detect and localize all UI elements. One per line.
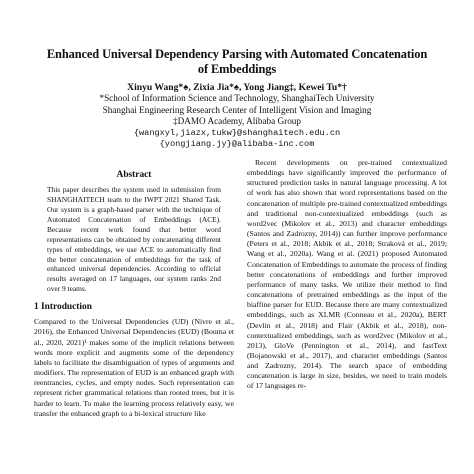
- abstract-text: This paper describes the system used in submission from SHANGHAITECH team to the IWPT 2021 Shared Task. Our system is a graph-based parser with the technique of Automated Concatenation of Embeddings (ACE). Because recent work found that better word representations can be obtained by concatenating different types of embeddings, we use ACE to automatically find the better concatenation of embeddings for the task of enhanced universal dependencies. According to official results averaged on 17 languages, our system ranks 2nd over 9 teams.: [47, 185, 221, 294]
- abstract-heading: Abstract: [116, 170, 152, 180]
- author-names: Xinyu Wang*♠, Zixia Jia*♠, Yong Jiang‡, Kewei Tu*†: [127, 82, 347, 93]
- email-1: {wangxyl,jiazx,tukw}@shanghaitech.edu.cn: [133, 127, 341, 138]
- author-block: [40, 82, 434, 150]
- affiliation-3: ‡DAMO Academy, Alibaba Group: [172, 116, 301, 127]
- intro-heading: 1 Introduction: [34, 302, 92, 313]
- title-line-1: Enhanced Universal Dependency Parsing with Automated Concatenation: [46, 47, 428, 61]
- intro-text: Compared to the Universal Dependencies (UD) (Nivre et al., 2016), the Enhanced Universal Dependencies (EUD) (Bouma et al., 2020, 2021)¹ makes some of the implicit relations between words more explicit and augments some of the dependency labels to facilitate the disambiguation of types of arguments and modifiers. The representation of EUD is an enhanced graph with reentrancies, cycles, and empty nodes. Such representation can represent richer grammatical relations than rooted trees, but it is harder to learn. To make the learning process relatively easy, we transfer the enhanced graph to a bi-lexical structure like: [34, 317, 234, 418]
- email-2: {yongjiang.jy}@alibaba-inc.com: [159, 139, 315, 150]
- title-line-2: of Embeddings: [197, 62, 277, 76]
- paper-title: [30, 47, 444, 77]
- affiliation-1: *School of Information Science and Technology, ShanghaiTech University: [99, 93, 375, 104]
- left-column: [34, 170, 234, 419]
- right-column: [247, 158, 447, 392]
- affiliation-2: Shanghai Engineering Research Center of Intelligent Vision and Imaging: [102, 104, 372, 115]
- right-paragraph: Recent developments on pre-trained contextualized embeddings have significantly improved the performance of structured prediction tasks in natural language processing. A lot of work has also shown that word representations based on the concatenation of multiple pre-trained contextualized embeddings and traditional non-contextualized embeddings (such as word2vec (Mikolov et al., 2013) and character embeddings (Santos and Zadrozny, 2014)) can further improve performance (Peters et al., 2018; Akbik et al., 2018; Straková et al., 2019; Wang et al., 2020a). Wang et al. (2021) proposed Automated Concatenation of Embeddings to automate the process of finding better concatenations of embeddings and further improved performance of many tasks. We utilize their method to find concatenations of pretrained embeddings as the input of the biaffine parser for EUD. Because there are many contextualized embeddings, such as XLMR (Conneau et al., 2020a), BERT (Devlin et al., 2018) and Flair (Akbik et al., 2018), non-contextualized embeddings, such as word2vec (Mikolov et al., 2013), GloVe (Pennington et al., 2014), and fastText (Bojanowski et al., 2017), and character embeddings (Santos and Zadrozny, 2014). The search space of embedding concatenation is large in size, besides, we need to train models of 17 languages re-: [247, 158, 448, 391]
